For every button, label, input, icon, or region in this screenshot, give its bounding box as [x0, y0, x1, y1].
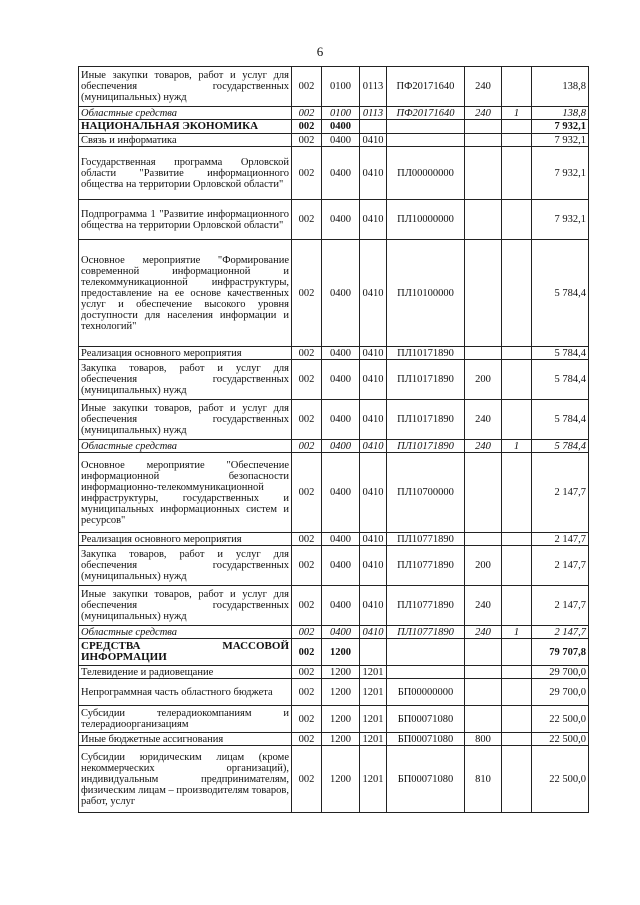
subsection-code-cell: 0410	[360, 626, 387, 639]
target-article-cell: ПЛ10700000	[387, 453, 465, 533]
table-row	[79, 453, 589, 533]
target-article-cell: ПЛ10171890	[387, 347, 465, 360]
expense-type-cell: 200	[465, 360, 502, 400]
table-row	[79, 706, 589, 733]
amount-cell: 5 784,4	[532, 360, 589, 400]
row-name-cell: Областные средства	[79, 107, 292, 120]
funding-source-cell	[502, 347, 532, 360]
row-name-cell: Субсидии телерадиокомпаниям и телерадиоорганизациям	[79, 706, 292, 733]
amount-cell: 2 147,7	[532, 533, 589, 546]
amount-cell: 5 784,4	[532, 347, 589, 360]
row-name-cell: Субсидии юридическим лицам (кроме некоммерческих организаций), индивидуальным предпринимателям, физическим лицам – производителям товаров, работ, услуг	[79, 746, 292, 813]
ministry-code-cell: 002	[292, 200, 322, 240]
subsection-code-cell: 0410	[360, 440, 387, 453]
expense-type-cell	[465, 147, 502, 200]
subsection-code-cell: 0410	[360, 453, 387, 533]
ministry-code-cell: 002	[292, 586, 322, 626]
target-article-cell: ПЛ10171890	[387, 400, 465, 440]
section-code-cell: 0400	[322, 533, 360, 546]
amount-cell: 138,8	[532, 67, 589, 107]
funding-source-cell	[502, 639, 532, 666]
ministry-code-cell: 002	[292, 147, 322, 200]
table-row	[79, 240, 589, 347]
ministry-code-cell: 002	[292, 733, 322, 746]
ministry-code-cell: 002	[292, 400, 322, 440]
section-code-cell: 0400	[322, 120, 360, 134]
table-row	[79, 147, 589, 200]
funding-source-cell	[502, 453, 532, 533]
funding-source-cell	[502, 666, 532, 679]
target-article-cell: БП00000000	[387, 679, 465, 706]
ministry-code-cell: 002	[292, 639, 322, 666]
table-row	[79, 200, 589, 240]
ministry-code-cell: 002	[292, 706, 322, 733]
amount-cell: 2 147,7	[532, 453, 589, 533]
table-row	[79, 107, 589, 120]
section-code-cell: 0400	[322, 347, 360, 360]
amount-cell: 5 784,4	[532, 240, 589, 347]
ministry-code-cell: 002	[292, 440, 322, 453]
row-name-cell: Иные закупки товаров, работ и услуг для обеспечения государственных (муниципальных) нужд	[79, 400, 292, 440]
subsection-code-cell: 0410	[360, 546, 387, 586]
ministry-code-cell: 002	[292, 453, 322, 533]
ministry-code-cell: 002	[292, 666, 322, 679]
subsection-code-cell: 1201	[360, 706, 387, 733]
section-code-cell: 1200	[322, 666, 360, 679]
row-name-cell: Иные бюджетные ассигнования	[79, 733, 292, 746]
section-code-cell: 1200	[322, 733, 360, 746]
ministry-code-cell: 002	[292, 546, 322, 586]
funding-source-cell	[502, 679, 532, 706]
row-name-cell: НАЦИОНАЛЬНАЯ ЭКОНОМИКА	[79, 120, 292, 134]
funding-source-cell	[502, 400, 532, 440]
row-name-cell: Телевидение и радиовещание	[79, 666, 292, 679]
expense-type-cell	[465, 120, 502, 134]
table-row	[79, 134, 589, 147]
subsection-code-cell: 1201	[360, 733, 387, 746]
ministry-code-cell: 002	[292, 347, 322, 360]
ministry-code-cell: 002	[292, 67, 322, 107]
funding-source-cell	[502, 120, 532, 134]
subsection-code-cell: 0410	[360, 134, 387, 147]
row-name-cell: Непрограммная часть областного бюджета	[79, 679, 292, 706]
table-row	[79, 67, 589, 107]
target-article-cell	[387, 134, 465, 147]
ministry-code-cell: 002	[292, 134, 322, 147]
budget-table	[78, 66, 589, 813]
expense-type-cell	[465, 347, 502, 360]
section-code-cell: 0400	[322, 546, 360, 586]
subsection-code-cell	[360, 120, 387, 134]
amount-cell: 2 147,7	[532, 586, 589, 626]
row-name-cell: СРЕДСТВА МАССОВОЙ ИНФОРМАЦИИ	[79, 639, 292, 666]
subsection-code-cell: 0410	[360, 400, 387, 440]
amount-cell: 5 784,4	[532, 400, 589, 440]
ministry-code-cell: 002	[292, 240, 322, 347]
target-article-cell: БП00071080	[387, 706, 465, 733]
amount-cell: 5 784,4	[532, 440, 589, 453]
target-article-cell: ПЛ10771890	[387, 586, 465, 626]
expense-type-cell: 240	[465, 67, 502, 107]
table-body	[79, 67, 589, 813]
expense-type-cell	[465, 453, 502, 533]
row-name-cell: Подпрограмма 1 "Развитие информационного общества на территории Орловской области"	[79, 200, 292, 240]
amount-cell: 2 147,7	[532, 626, 589, 639]
row-name-cell: Связь и информатика	[79, 134, 292, 147]
expense-type-cell	[465, 200, 502, 240]
subsection-code-cell: 0410	[360, 533, 387, 546]
target-article-cell: БП00071080	[387, 733, 465, 746]
ministry-code-cell: 002	[292, 360, 322, 400]
amount-cell: 22 500,0	[532, 746, 589, 813]
amount-cell: 7 932,1	[532, 134, 589, 147]
table-row	[79, 533, 589, 546]
section-code-cell: 1200	[322, 706, 360, 733]
row-name-cell: Областные средства	[79, 626, 292, 639]
row-name-cell: Закупка товаров, работ и услуг для обеспечения государственных (муниципальных) нужд	[79, 360, 292, 400]
ministry-code-cell: 002	[292, 746, 322, 813]
amount-cell: 7 932,1	[532, 120, 589, 134]
funding-source-cell	[502, 746, 532, 813]
table-row	[79, 639, 589, 666]
funding-source-cell	[502, 67, 532, 107]
section-code-cell: 0400	[322, 400, 360, 440]
subsection-code-cell: 0113	[360, 107, 387, 120]
table-row	[79, 440, 589, 453]
subsection-code-cell: 0410	[360, 360, 387, 400]
section-code-cell: 0400	[322, 440, 360, 453]
subsection-code-cell: 1201	[360, 746, 387, 813]
funding-source-cell	[502, 586, 532, 626]
expense-type-cell: 240	[465, 400, 502, 440]
expense-type-cell: 240	[465, 107, 502, 120]
expense-type-cell: 800	[465, 733, 502, 746]
subsection-code-cell: 0113	[360, 67, 387, 107]
target-article-cell: ПФ20171640	[387, 67, 465, 107]
funding-source-cell	[502, 533, 532, 546]
funding-source-cell	[502, 360, 532, 400]
section-code-cell: 0400	[322, 147, 360, 200]
table-row	[79, 360, 589, 400]
expense-type-cell	[465, 679, 502, 706]
subsection-code-cell: 0410	[360, 347, 387, 360]
section-code-cell: 0400	[322, 453, 360, 533]
subsection-code-cell: 1201	[360, 679, 387, 706]
funding-source-cell	[502, 240, 532, 347]
funding-source-cell	[502, 200, 532, 240]
ministry-code-cell: 002	[292, 120, 322, 134]
expense-type-cell	[465, 533, 502, 546]
target-article-cell: ПЛ10771890	[387, 626, 465, 639]
section-code-cell: 0400	[322, 360, 360, 400]
expense-type-cell	[465, 134, 502, 147]
ministry-code-cell: 002	[292, 679, 322, 706]
table-row	[79, 347, 589, 360]
table-row	[79, 626, 589, 639]
ministry-code-cell: 002	[292, 533, 322, 546]
section-code-cell: 1200	[322, 639, 360, 666]
table-row	[79, 746, 589, 813]
amount-cell: 79 707,8	[532, 639, 589, 666]
ministry-code-cell: 002	[292, 626, 322, 639]
funding-source-cell: 1	[502, 626, 532, 639]
funding-source-cell: 1	[502, 440, 532, 453]
section-code-cell: 1200	[322, 679, 360, 706]
subsection-code-cell: 0410	[360, 200, 387, 240]
table-row	[79, 546, 589, 586]
funding-source-cell	[502, 147, 532, 200]
table-row	[79, 666, 589, 679]
row-name-cell: Реализация основного мероприятия	[79, 347, 292, 360]
target-article-cell: ПЛ10000000	[387, 200, 465, 240]
amount-cell: 29 700,0	[532, 666, 589, 679]
target-article-cell: ПЛ10171890	[387, 360, 465, 400]
table-row	[79, 400, 589, 440]
row-name-cell: Реализация основного мероприятия	[79, 533, 292, 546]
expense-type-cell	[465, 706, 502, 733]
section-code-cell: 0400	[322, 134, 360, 147]
subsection-code-cell: 0410	[360, 240, 387, 347]
row-name-cell: Иные закупки товаров, работ и услуг для обеспечения государственных (муниципальных) нужд	[79, 67, 292, 107]
target-article-cell: БП00071080	[387, 746, 465, 813]
funding-source-cell	[502, 733, 532, 746]
row-name-cell: Основное мероприятие "Формирование современной информационной и телекоммуникационной инфраструктуры, предоставление на ее основе качественных услуг и обеспечение высокого уровня доступности для населения информации и технологий"	[79, 240, 292, 347]
amount-cell: 7 932,1	[532, 147, 589, 200]
table-row	[79, 586, 589, 626]
expense-type-cell: 810	[465, 746, 502, 813]
subsection-code-cell	[360, 639, 387, 666]
funding-source-cell	[502, 134, 532, 147]
expense-type-cell: 240	[465, 440, 502, 453]
expense-type-cell: 240	[465, 626, 502, 639]
row-name-cell: Основное мероприятие "Обеспечение информационной безопасности информационно-телекоммуникационной инфраструктуры, государственных и муниципальных информационных систем и ресурсов"	[79, 453, 292, 533]
funding-source-cell	[502, 546, 532, 586]
subsection-code-cell: 0410	[360, 586, 387, 626]
expense-type-cell	[465, 666, 502, 679]
funding-source-cell	[502, 706, 532, 733]
target-article-cell: ПЛ10171890	[387, 440, 465, 453]
section-code-cell: 1200	[322, 746, 360, 813]
expense-type-cell	[465, 639, 502, 666]
target-article-cell	[387, 639, 465, 666]
amount-cell: 2 147,7	[532, 546, 589, 586]
row-name-cell: Областные средства	[79, 440, 292, 453]
row-name-cell: Иные закупки товаров, работ и услуг для обеспечения государственных (муниципальных) нужд	[79, 586, 292, 626]
subsection-code-cell: 0410	[360, 147, 387, 200]
page-number: 6	[316, 44, 324, 59]
amount-cell: 138,8	[532, 107, 589, 120]
expense-type-cell	[465, 240, 502, 347]
expense-type-cell: 240	[465, 586, 502, 626]
funding-source-cell: 1	[502, 107, 532, 120]
table-row	[79, 120, 589, 134]
target-article-cell: ПФ20171640	[387, 107, 465, 120]
target-article-cell: ПЛ10100000	[387, 240, 465, 347]
table-row	[79, 679, 589, 706]
target-article-cell: ПЛ10771890	[387, 533, 465, 546]
amount-cell: 22 500,0	[532, 733, 589, 746]
table-row	[79, 733, 589, 746]
section-code-cell: 0100	[322, 67, 360, 107]
row-name-cell: Государственная программа Орловской области "Развитие информационного общества на территории Орловской области"	[79, 147, 292, 200]
amount-cell: 22 500,0	[532, 706, 589, 733]
amount-cell: 29 700,0	[532, 679, 589, 706]
amount-cell: 7 932,1	[532, 200, 589, 240]
target-article-cell: ПЛ10771890	[387, 546, 465, 586]
section-code-cell: 0400	[322, 626, 360, 639]
target-article-cell	[387, 666, 465, 679]
expense-type-cell: 200	[465, 546, 502, 586]
target-article-cell	[387, 120, 465, 134]
subsection-code-cell: 1201	[360, 666, 387, 679]
ministry-code-cell: 002	[292, 107, 322, 120]
section-code-cell: 0400	[322, 200, 360, 240]
target-article-cell: ПЛ00000000	[387, 147, 465, 200]
section-code-cell: 0400	[322, 586, 360, 626]
section-code-cell: 0400	[322, 240, 360, 347]
section-code-cell: 0100	[322, 107, 360, 120]
row-name-cell: Закупка товаров, работ и услуг для обеспечения государственных (муниципальных) нужд	[79, 546, 292, 586]
